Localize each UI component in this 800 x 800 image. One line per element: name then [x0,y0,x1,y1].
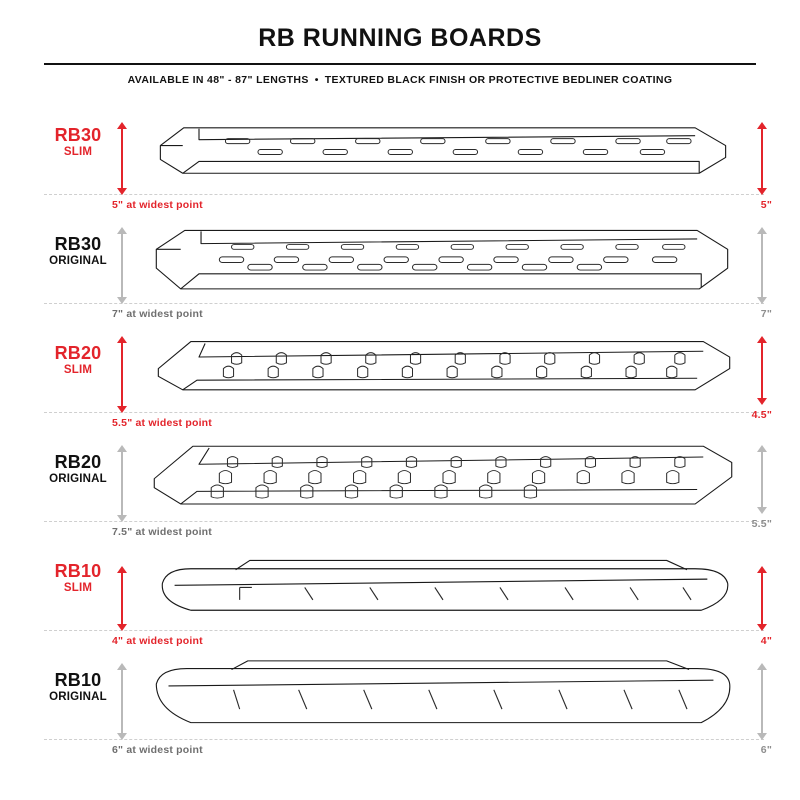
variant-name: ORIGINAL [49,472,107,485]
dimension-line [121,128,123,189]
dimension-line [761,572,763,625]
arrowhead-down-icon [117,188,127,195]
arrowhead-down-icon [757,733,767,740]
caption-widest-point: 5" at widest point [112,199,203,211]
board-row-rb20-slim [0,326,800,435]
dimension-line [121,669,123,734]
row-label-rb10-slim [34,562,122,595]
board-drawing [138,548,748,631]
arrowhead-down-icon [117,733,127,740]
dimension-arrow-right [756,445,768,514]
model-name: RB30 [54,125,102,145]
dimension-arrow-right [756,663,768,740]
model-name: RB20 [54,452,102,472]
board-illustration-rb30-original [138,221,748,304]
dimension-arrow-right [756,122,768,195]
title-divider [44,63,756,65]
arrowhead-down-icon [757,188,767,195]
dimension-line [761,128,763,189]
dimension-line [761,233,763,298]
dimension-arrow-right [756,227,768,304]
arrowhead-down-icon [117,624,127,631]
variant-name: SLIM [63,363,93,376]
dimension-line [761,669,763,734]
model-name: RB10 [54,670,102,690]
board-illustration-rb20-slim [138,330,748,413]
caption-height: 4.5" [751,409,772,421]
model-name: RB20 [54,343,102,363]
subtitle-finish: TEXTURED BLACK FINISH OR PROTECTIVE BEDLINER COATING [324,74,673,86]
board-drawing [138,112,748,195]
row-label-rb10-original [34,671,122,704]
subtitle-lengths: AVAILABLE IN 48" - 87" LENGTHS [127,74,309,86]
dimension-line [761,342,763,399]
board-row-rb10-slim [0,544,800,653]
board-drawing [138,330,748,413]
dimension-arrow-right [756,566,768,631]
caption-height: 5" [760,199,772,211]
caption-widest-point: 7.5" at widest point [112,526,212,538]
dimension-arrow-left [116,663,128,740]
row-label-rb20-original [34,453,122,486]
caption-widest-point: 5.5" at widest point [112,417,212,429]
arrowhead-down-icon [117,406,127,413]
board-row-rb30-original [0,217,800,326]
variant-name: SLIM [63,145,93,158]
variant-name: SLIM [63,581,93,594]
arrowhead-down-icon [117,297,127,304]
arrowhead-down-icon [117,515,127,522]
board-rows [0,108,800,762]
dimension-line [121,451,123,516]
model-name: RB30 [54,234,102,254]
dimension-arrow-right [756,336,768,405]
board-drawing [138,439,748,522]
board-row-rb20-original [0,435,800,544]
board-drawing [138,657,748,740]
board-illustration-rb10-slim [138,548,748,631]
dimension-arrow-left [116,122,128,195]
arrowhead-down-icon [757,624,767,631]
dimension-line [121,342,123,407]
board-illustration-rb20-original [138,439,748,522]
model-name: RB10 [54,561,102,581]
row-label-rb30-slim [34,126,122,159]
subtitle-separator-icon: • [314,74,319,86]
page-title: RB RUNNING BOARDS [258,24,542,52]
caption-height: 6" [760,744,772,756]
caption-height: 7" [760,308,772,320]
caption-height: 4" [760,635,772,647]
board-row-rb30-slim [0,108,800,217]
dimension-arrow-left [116,336,128,413]
subtitle [44,74,756,86]
board-row-rb10-original [0,653,800,762]
board-drawing [138,221,748,304]
dimension-line [121,233,123,298]
header [44,24,756,86]
row-label-rb30-original [34,235,122,268]
caption-widest-point: 6" at widest point [112,744,203,756]
board-illustration-rb30-slim [138,112,748,195]
caption-widest-point: 7" at widest point [112,308,203,320]
dimension-arrow-left [116,566,128,631]
arrowhead-down-icon [757,507,767,514]
row-label-rb20-slim [34,344,122,377]
arrowhead-down-icon [757,297,767,304]
dimension-line [121,572,123,625]
dimension-line [761,451,763,508]
arrowhead-down-icon [757,398,767,405]
dimension-arrow-left [116,445,128,522]
variant-name: ORIGINAL [49,690,107,703]
board-illustration-rb10-original [138,657,748,740]
dimension-arrow-left [116,227,128,304]
variant-name: ORIGINAL [49,254,107,267]
caption-widest-point: 4" at widest point [112,635,203,647]
caption-height: 5.5" [751,518,772,530]
